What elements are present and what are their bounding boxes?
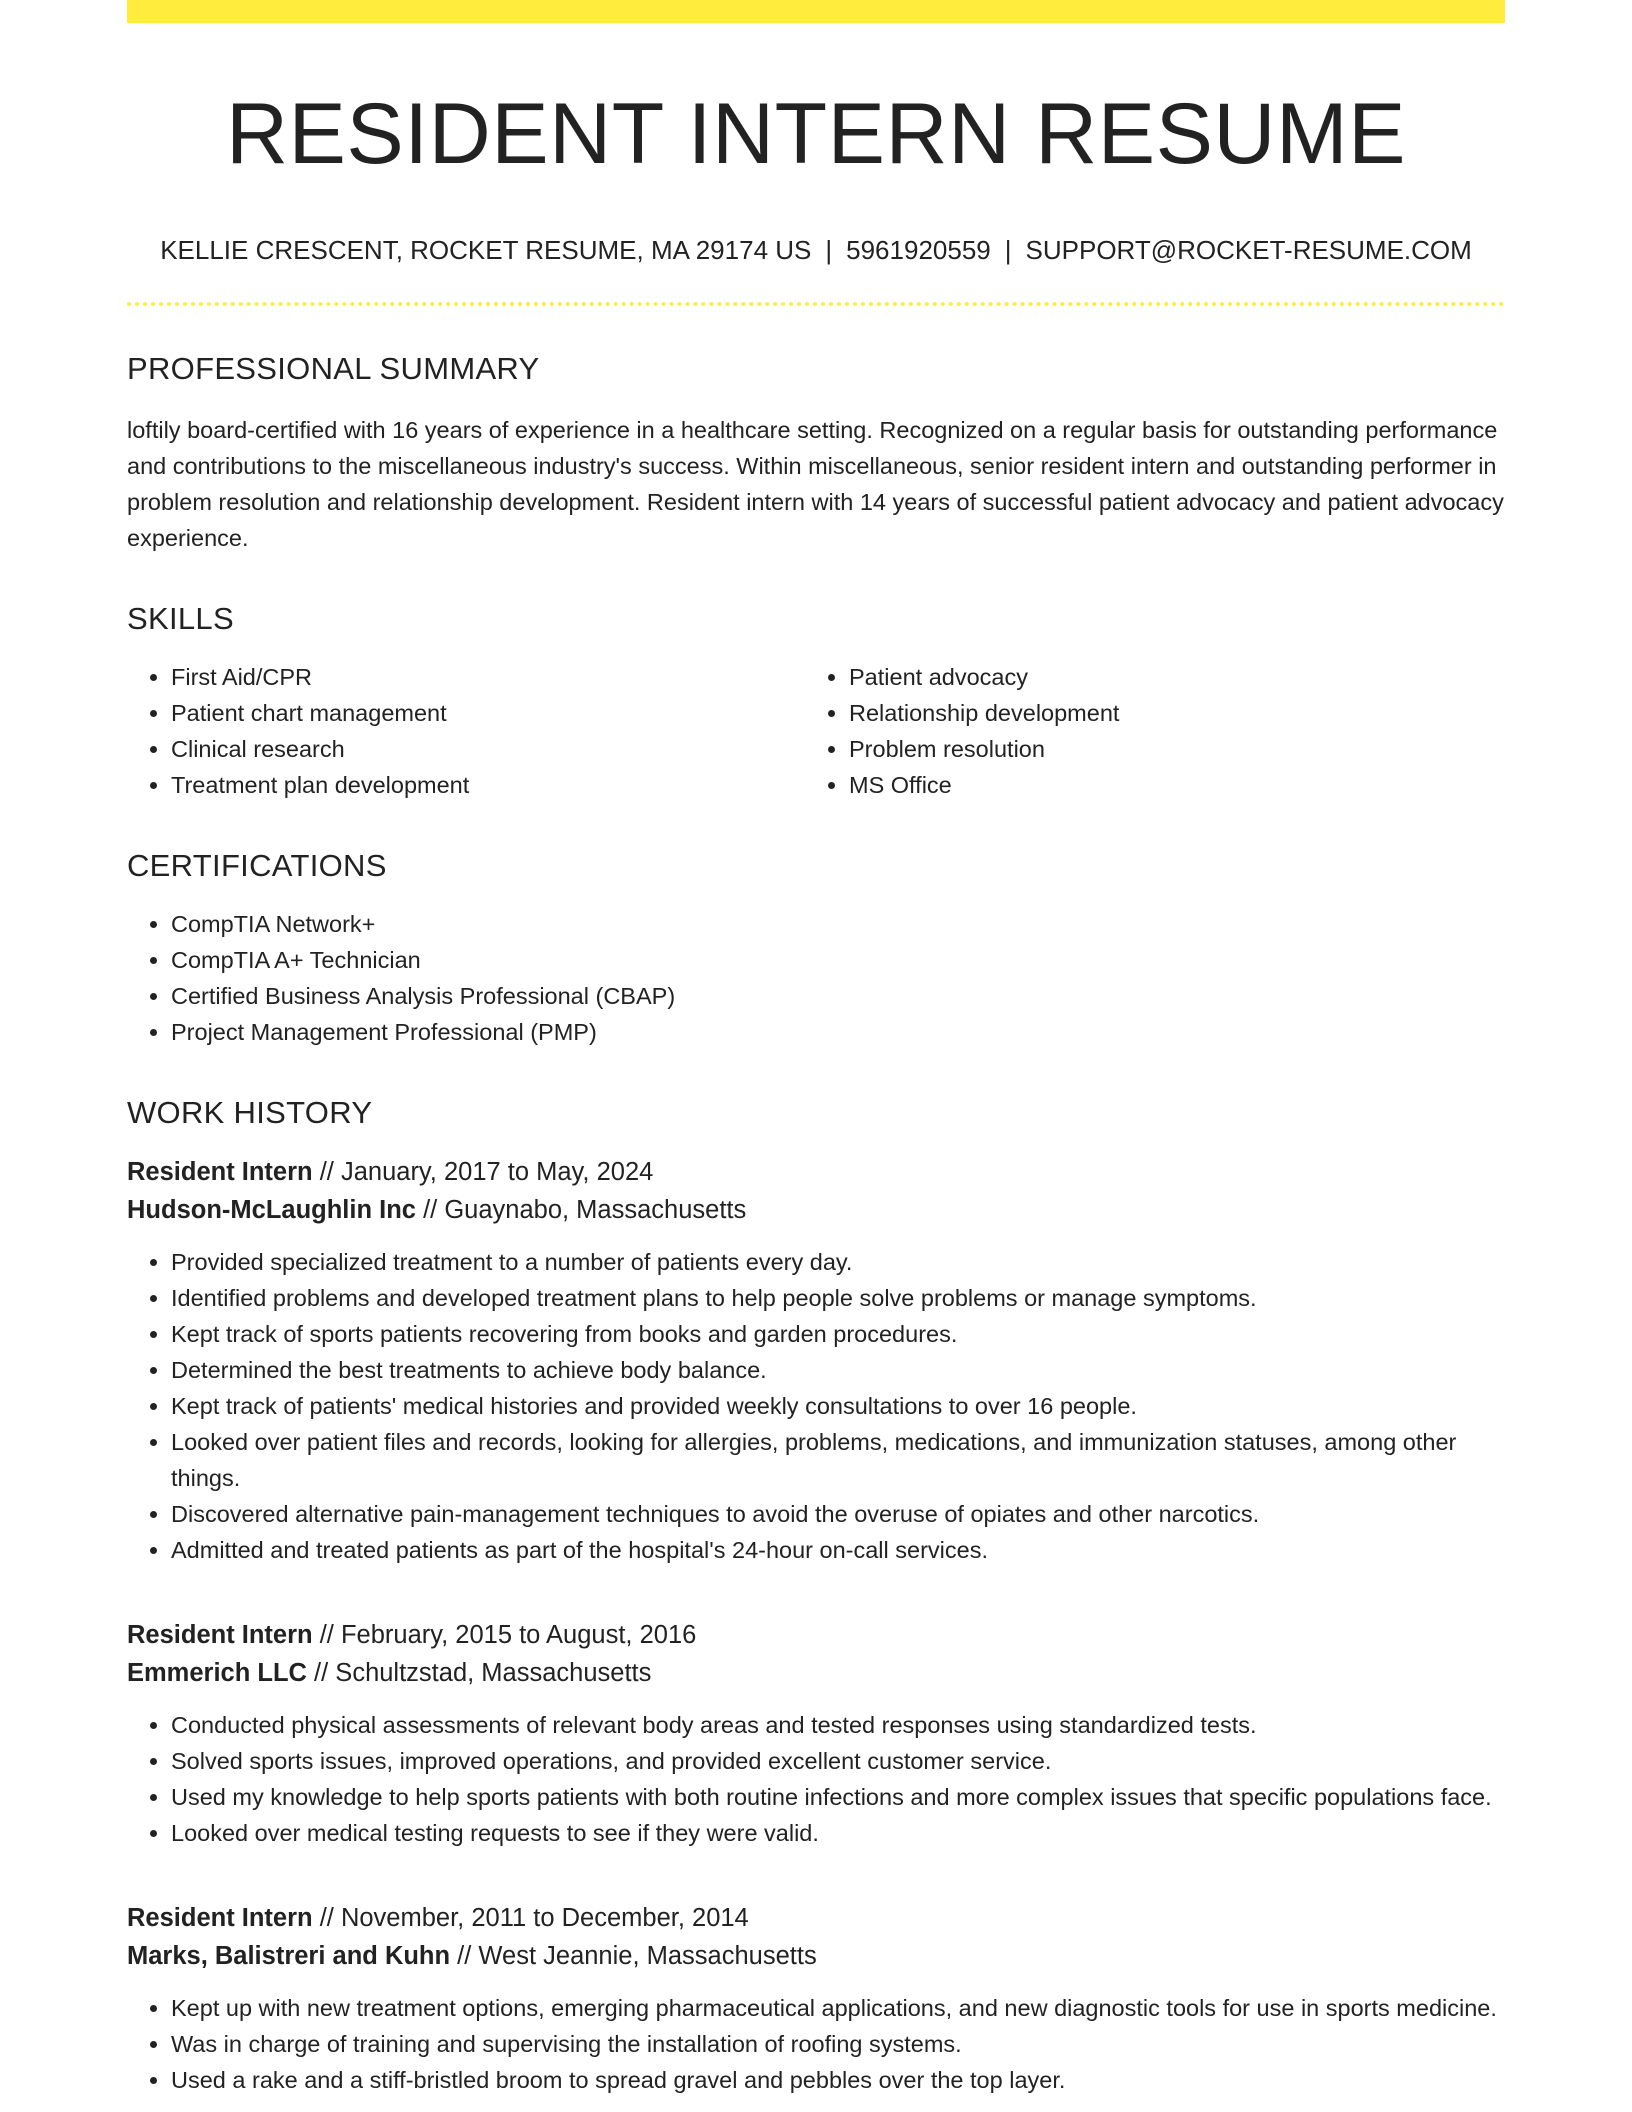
job-dates: // November, 2011 to December, 2014	[312, 1904, 749, 1933]
job-title: Resident Intern	[127, 1904, 313, 1933]
job-duty-item: • Kept track of sports patients recovering from books and garden procedures.	[171, 1316, 1505, 1352]
certification-item: • CompTIA Network+	[171, 906, 1505, 942]
skill-item: • First Aid/CPR	[171, 659, 805, 695]
certifications-list	[127, 906, 1505, 1050]
job-duty-item: • Admitted and treated patients as part of the hospital's 24-hour on-call services.	[171, 1532, 1505, 1568]
summary-text: loftily board-certified with 16 years of experience in a healthcare setting. Recognized on a regular basis for outstanding performance and contributions to the miscellaneous industry's success. Within miscellaneous, senior resident intern and outstanding performer in problem resolution and relationship development. Resident intern with 14 years of successful patient advocacy and patient advocacy experience.	[127, 416, 1504, 551]
summary-heading: PROFESSIONAL SUMMARY	[127, 351, 540, 387]
job-duty-item: • Identified problems and developed treatment plans to help people solve problems or manage symptoms.	[171, 1280, 1505, 1316]
dotted-divider	[127, 302, 1505, 306]
job-duty-item: • Conducted physical assessments of relevant body areas and tested responses using standardized tests.	[171, 1707, 1505, 1743]
skills-list	[127, 659, 1505, 803]
certification-item: • CompTIA A+ Technician	[171, 942, 1505, 978]
job-duty-item: • Discovered alternative pain-management techniques to avoid the overuse of opiates and other narcotics.	[171, 1496, 1505, 1532]
job-company: Marks, Balistreri and Kuhn	[127, 1942, 451, 1971]
job-title: Resident Intern	[127, 1158, 313, 1187]
skill-item: • Problem resolution	[849, 731, 1505, 767]
contact-separator: |	[825, 235, 833, 266]
contact-separator: |	[1004, 235, 1012, 266]
job-dates: // February, 2015 to August, 2016	[312, 1621, 697, 1650]
job-title: Resident Intern	[127, 1621, 313, 1650]
job-duty-item: • Determined the best treatments to achieve body balance.	[171, 1352, 1505, 1388]
work-history-heading: WORK HISTORY	[127, 1094, 373, 1130]
job-duty-item: • Looked over patient files and records, looking for allergies, problems, medications, and immunization statuses, among other things.	[171, 1424, 1505, 1496]
job-dates: // January, 2017 to May, 2024	[312, 1158, 654, 1187]
job-location: // West Jeannie, Massachusetts	[450, 1942, 817, 1971]
resume-title: RESIDENT INTERN RESUME	[225, 86, 1407, 182]
job-duty-item: • Kept up with new treatment options, emerging pharmaceutical applications, and new diagnostic tools for use in sports medicine.	[171, 1990, 1505, 2026]
job-company: Emmerich LLC	[127, 1659, 307, 1688]
accent-top-bar	[127, 0, 1505, 23]
skill-item: • Clinical research	[171, 731, 805, 767]
job-entry	[127, 1616, 1505, 1851]
job-location: // Schultzstad, Massachusetts	[306, 1659, 652, 1688]
job-company-line	[127, 1937, 1505, 1975]
contact-phone: 5961920559	[846, 235, 991, 266]
skill-item: • Patient chart management	[171, 695, 805, 731]
job-entry	[127, 1899, 1505, 2098]
skills-column-right	[805, 659, 1505, 803]
skills-column-left	[127, 659, 805, 803]
job-company-line	[127, 1191, 1505, 1229]
job-duties-list	[127, 1707, 1505, 1851]
job-duty-item: • Provided specialized treatment to a number of patients every day.	[171, 1244, 1505, 1280]
job-duty-item: • Kept track of patients' medical histories and provided weekly consultations to over 16 people.	[171, 1388, 1505, 1424]
resume-page	[127, 0, 1505, 2098]
job-duty-item: • Looked over medical testing requests to see if they were valid.	[171, 1815, 1505, 1851]
job-title-line	[127, 1153, 1505, 1191]
job-title-line	[127, 1899, 1505, 1937]
contact-line	[127, 235, 1505, 266]
certifications-heading: CERTIFICATIONS	[127, 847, 387, 883]
job-duty-item: • Used a rake and a stiff-bristled broom to spread gravel and pebbles over the top layer.	[171, 2062, 1505, 2098]
contact-email: SUPPORT@ROCKET-RESUME.COM	[1025, 235, 1472, 266]
job-duty-item: • Was in charge of training and supervising the installation of roofing systems.	[171, 2026, 1505, 2062]
job-entry	[127, 1153, 1505, 1568]
job-company-line	[127, 1654, 1505, 1692]
job-duties-list	[127, 1990, 1505, 2098]
contact-address: KELLIE CRESCENT, ROCKET RESUME, MA 29174 US	[160, 235, 812, 266]
skill-item: • Relationship development	[849, 695, 1505, 731]
skill-item: • MS Office	[849, 767, 1505, 803]
job-duty-item: • Solved sports issues, improved operations, and provided excellent customer service.	[171, 1743, 1505, 1779]
job-title-line	[127, 1616, 1505, 1654]
job-location: // Guaynabo, Massachusetts	[415, 1196, 747, 1225]
skill-item: • Treatment plan development	[171, 767, 805, 803]
certification-item: • Project Management Professional (PMP)	[171, 1014, 1505, 1050]
certification-item: • Certified Business Analysis Professional (CBAP)	[171, 978, 1505, 1014]
skill-item: • Patient advocacy	[849, 659, 1505, 695]
job-duties-list	[127, 1244, 1505, 1568]
job-duty-item: • Used my knowledge to help sports patients with both routine infections and more complex issues that specific populations face.	[171, 1779, 1505, 1815]
skills-heading: SKILLS	[127, 600, 234, 636]
job-company: Hudson-McLaughlin Inc	[127, 1196, 416, 1225]
